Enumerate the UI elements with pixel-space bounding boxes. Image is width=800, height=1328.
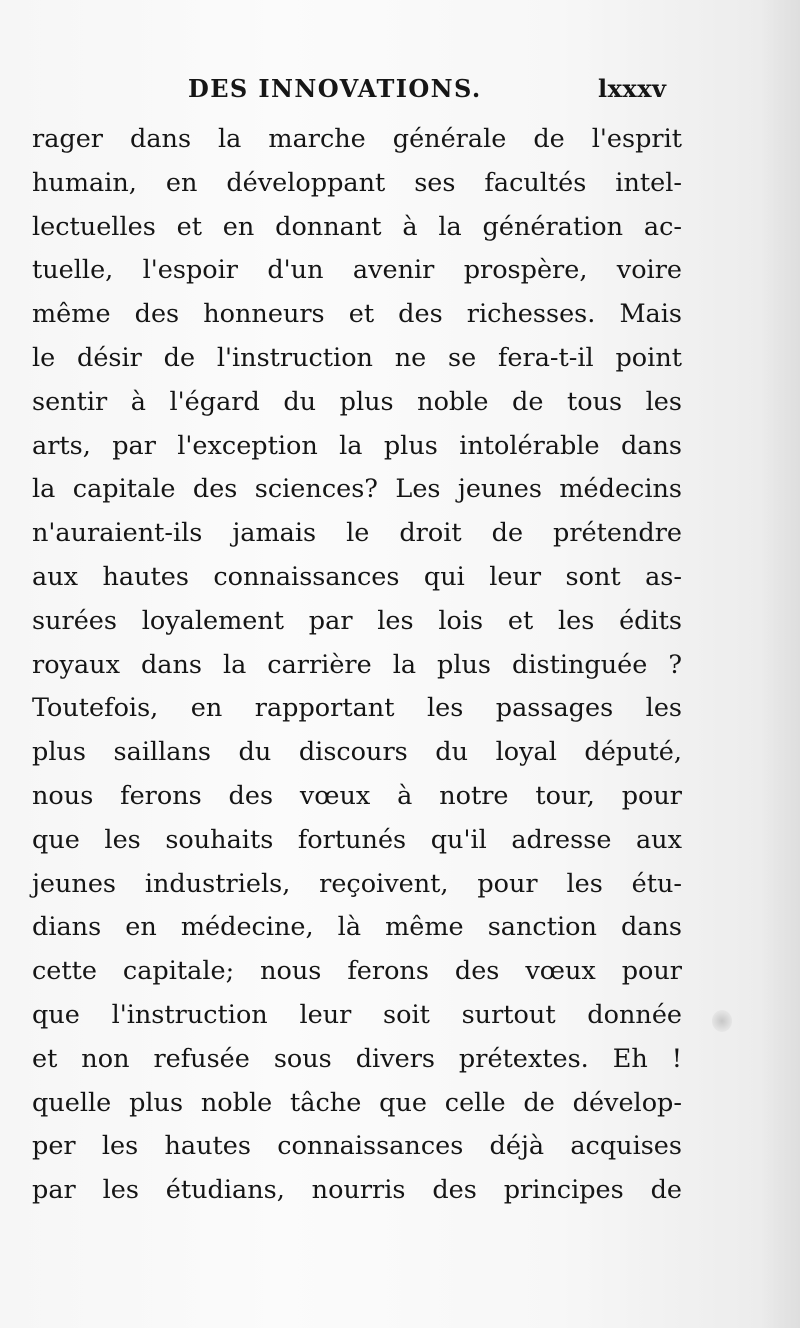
text-line: dians en médecine, là même sanction dans [32,912,682,943]
text-line: lectuelles et en donnant à la génération ac- [32,211,682,242]
text-line: rager dans la marche générale de l'esprit [32,124,682,154]
text-line: le désir de l'instruction ne se fera-t-il point [32,342,682,373]
text-line: jeunes industriels, reçoivent, pour les étu- [32,868,682,899]
text-line: Toutefois, en rapportant les passages les [32,693,682,724]
running-title: DES INNOVATIONS. [188,74,482,103]
text-line: arts, par l'exception la plus intolérable dans [32,430,682,461]
paper-blemish [712,1010,732,1032]
page-edge-shadow [760,0,800,1328]
body-text [32,118,682,1213]
text-line: et non refusée sous divers prétextes. Eh ! [32,1043,682,1074]
text-line: la capitale des sciences? Les jeunes médecins [32,474,682,505]
text-line: cette capitale; nous ferons des vœux pour [32,956,682,987]
text-line: humain, en développant ses facultés intel- [32,167,682,198]
page-number: lxxxv [598,74,667,103]
text-line: par les étudians, nourris des principes de [32,1175,682,1206]
text-line: per les hautes connaissances déjà acquises [32,1131,682,1162]
text-line: plus saillans du discours du loyal député, [32,737,682,768]
text-line: tuelle, l'espoir d'un avenir prospère, voire [32,255,682,286]
page-header [0,66,800,110]
text-line: n'auraient-ils jamais le droit de prétendre [32,518,682,549]
text-line: que l'instruction leur soit surtout donnée [32,999,682,1030]
text-line: même des honneurs et des richesses. Mais [32,299,682,330]
text-line: royaux dans la carrière la plus distinguée ? [32,649,682,680]
text-line: que les souhaits fortunés qu'il adresse aux [32,824,682,855]
text-line: aux hautes connaissances qui leur sont as- [32,561,682,592]
text-line: nous ferons des vœux à notre tour, pour [32,780,682,811]
text-line: surées loyalement par les lois et les édits [32,605,682,636]
text-line: quelle plus noble tâche que celle de dévelop- [32,1087,682,1118]
text-line: sentir à l'égard du plus noble de tous les [32,386,682,417]
